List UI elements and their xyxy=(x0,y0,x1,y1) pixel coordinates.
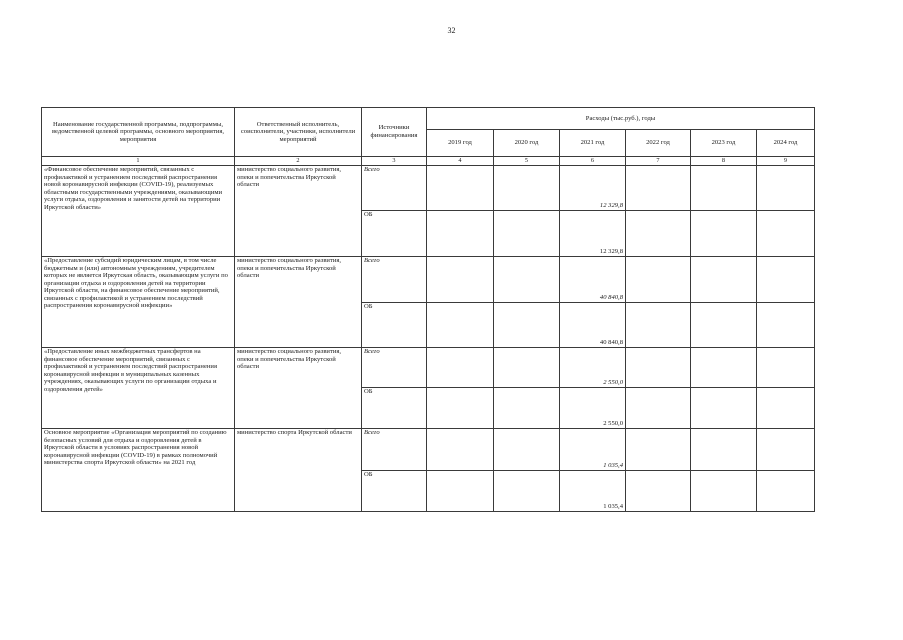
amount-cell xyxy=(494,471,560,512)
measure-executor: министерство социального развития, опеки и попечительства Иркутской области xyxy=(235,166,362,257)
header-expenses: Расходы (тыс.руб.), годы xyxy=(427,108,815,130)
header-year: 2021 год xyxy=(560,130,626,157)
column-number: 9 xyxy=(757,157,815,166)
amount-cell xyxy=(626,388,691,429)
amount-2021-total: 1 035,4 xyxy=(560,429,626,471)
amount-cell xyxy=(626,303,691,348)
header-year: 2024 год xyxy=(757,130,815,157)
amount-cell xyxy=(626,471,691,512)
amount-cell xyxy=(757,429,815,471)
amount-cell xyxy=(757,348,815,388)
amount-cell xyxy=(494,211,560,257)
amount-cell xyxy=(427,166,494,211)
header-year: 2022 год xyxy=(626,130,691,157)
column-number: 7 xyxy=(626,157,691,166)
amount-2021-ob: 40 840,8 xyxy=(560,303,626,348)
source-ob: ОБ xyxy=(362,388,427,429)
amount-cell xyxy=(427,471,494,512)
column-number: 8 xyxy=(691,157,757,166)
amount-cell xyxy=(494,166,560,211)
amount-cell xyxy=(757,257,815,303)
column-number-row xyxy=(42,157,815,166)
header-name: Наименование государственной программы, подпрограммы, ведомственной целевой программы, основного мероприятия, мероприятия xyxy=(42,108,235,157)
amount-cell xyxy=(626,257,691,303)
table-row xyxy=(42,348,815,388)
measure-executor: министерство спорта Иркутской области xyxy=(235,429,362,512)
header-year: 2023 год xyxy=(691,130,757,157)
measure-name: «Финансовое обеспечение мероприятий, связанных с профилактикой и устранением последствий распространения новой коронавирусной инфекции (COVID-19), реализуемых областными государственными учреждениями, оказывающими услуги отдыха, оздоровления и занятости детей на территории Иркутской области» xyxy=(42,166,235,257)
amount-cell xyxy=(757,211,815,257)
table-row xyxy=(42,166,815,211)
header-source: Источники финансирования xyxy=(362,108,427,157)
amount-cell xyxy=(626,166,691,211)
amount-cell xyxy=(691,166,757,211)
source-ob: ОБ xyxy=(362,303,427,348)
amount-2021-total: 12 329,8 xyxy=(560,166,626,211)
table-header xyxy=(42,108,815,166)
amount-2021-ob: 2 550,0 xyxy=(560,388,626,429)
amount-cell xyxy=(494,348,560,388)
table-row xyxy=(42,257,815,303)
amount-cell xyxy=(691,471,757,512)
measure-executor: министерство социального развития, опеки и попечительства Иркутской области xyxy=(235,348,362,429)
amount-cell xyxy=(757,303,815,348)
amount-cell xyxy=(626,429,691,471)
amount-cell xyxy=(427,348,494,388)
amount-cell xyxy=(757,388,815,429)
amount-cell xyxy=(691,303,757,348)
amount-2021-total: 2 550,0 xyxy=(560,348,626,388)
budget-table xyxy=(41,107,815,512)
measure-name: Основное мероприятие «Организация мероприятий по созданию безопасных условий для отдыха и оздоровления детей в Иркутской области в условиях распространения новой коронавирусной инфекции (COVID-19) в рамках полномочий министерства спорта Иркутской области» на 2021 год xyxy=(42,429,235,512)
amount-cell xyxy=(757,166,815,211)
column-number: 3 xyxy=(362,157,427,166)
page-number: 32 xyxy=(447,26,456,35)
column-number: 4 xyxy=(427,157,494,166)
amount-cell xyxy=(691,257,757,303)
source-total: Всего xyxy=(362,348,427,388)
measure-executor: министерство социального развития, опеки и попечительства Иркутской области xyxy=(235,257,362,348)
amount-cell xyxy=(427,211,494,257)
amount-cell xyxy=(691,429,757,471)
amount-cell xyxy=(494,388,560,429)
source-total: Всего xyxy=(362,166,427,211)
source-total: Всего xyxy=(362,257,427,303)
amount-cell xyxy=(427,257,494,303)
amount-cell xyxy=(626,211,691,257)
amount-cell xyxy=(691,388,757,429)
amount-cell xyxy=(494,257,560,303)
column-number: 1 xyxy=(42,157,235,166)
amount-2021-ob: 12 329,8 xyxy=(560,211,626,257)
amount-cell xyxy=(626,348,691,388)
source-ob: ОБ xyxy=(362,471,427,512)
amount-cell xyxy=(691,348,757,388)
source-total: Всего xyxy=(362,429,427,471)
source-ob: ОБ xyxy=(362,211,427,257)
column-number: 2 xyxy=(235,157,362,166)
column-number: 5 xyxy=(494,157,560,166)
measure-name: «Предоставление субсидий юридическим лицам, в том числе бюджетным и (или) автономным учреждениям, учредителем которых не является Иркутская область, оказывающим услуги по организации отдыха и оздоровления детей на территории Иркутской области, на финансовое обеспечение мероприятий, связанных с профилактикой и устранением последствий распространения коронавирусной инфекции» xyxy=(42,257,235,348)
header-year: 2020 год xyxy=(494,130,560,157)
amount-2021-total: 40 840,8 xyxy=(560,257,626,303)
column-number: 6 xyxy=(560,157,626,166)
amount-cell xyxy=(494,429,560,471)
amount-cell xyxy=(427,429,494,471)
measure-name: «Предоставление иных межбюджетных трансфертов на финансовое обеспечение мероприятий, связанных с профилактикой и устранением последствий распространения коронавирусной инфекции в муниципальных казенных учреждениях, оказывающих услуги по организации отдыха и оздоровления детей» xyxy=(42,348,235,429)
amount-cell xyxy=(691,211,757,257)
header-executor: Ответственный исполнитель, соисполнители, участники, исполнители мероприятий xyxy=(235,108,362,157)
table-row xyxy=(42,429,815,471)
amount-2021-ob: 1 035,4 xyxy=(560,471,626,512)
amount-cell xyxy=(757,471,815,512)
amount-cell xyxy=(427,303,494,348)
amount-cell xyxy=(494,303,560,348)
amount-cell xyxy=(427,388,494,429)
header-year: 2019 год xyxy=(427,130,494,157)
